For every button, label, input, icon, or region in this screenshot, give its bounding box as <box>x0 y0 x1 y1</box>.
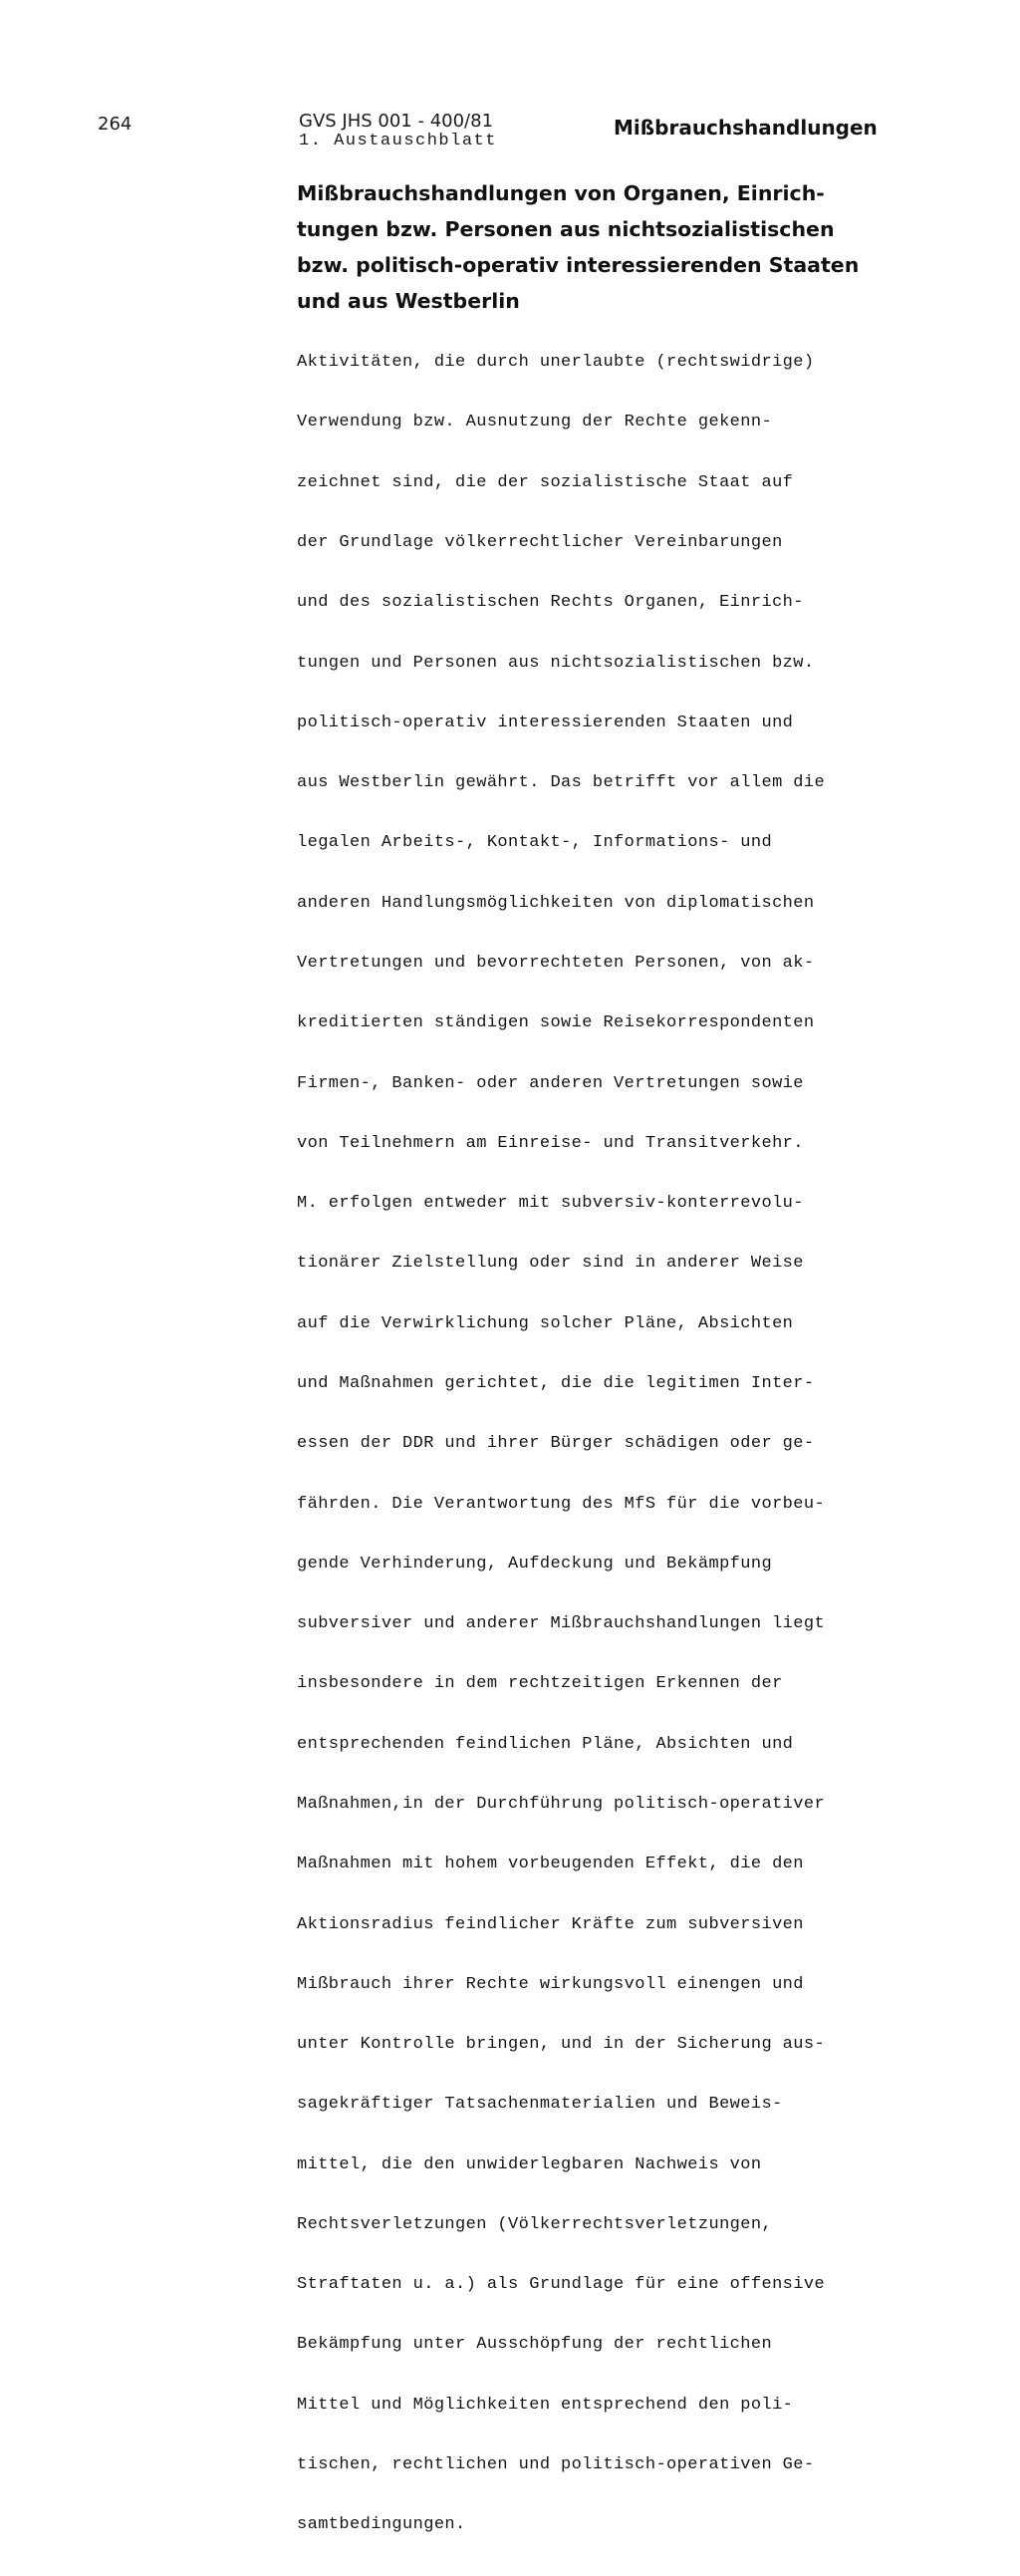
entry-body-line: tionärer Zielstellung oder sind in anderer Weise <box>297 1254 804 1274</box>
entry-body-line: Firmen-, Banken- oder anderen Vertretungen sowie <box>297 1073 804 1093</box>
entry-body-line: essen der DDR und ihrer Bürger schädigen oder ge- <box>297 1434 815 1454</box>
entry-headword-line: Mißbrauchshandlungen von Organen, Einrich- <box>297 181 825 205</box>
entry-body-line: tischen, rechtlichen und politisch-operativen Ge- <box>297 2455 815 2475</box>
entry-body-line: Mittel und Möglichkeiten entsprechend den poli- <box>297 2395 794 2415</box>
entry-body-line: subversiver und anderer Mißbrauchshandlungen liegt <box>297 1614 826 1634</box>
entry-headword-line: und aus Westberlin <box>297 289 520 313</box>
entry-body-line: mittel, die den unwiderlegbaren Nachweis von <box>297 2154 762 2174</box>
entry-body-line: auf die Verwirklichung solcher Pläne, Absichten <box>297 1313 794 1333</box>
entry-body-line: fährden. Die Verantwortung des MfS für die vorbeu- <box>297 1494 826 1514</box>
document-reference-number: GVS JHS 001 - 400/81 <box>299 111 494 132</box>
entry-body-line: anderen Handlungsmöglichkeiten von diplomatischen <box>297 893 815 913</box>
entry-body-line: Vertretungen und bevorrechteten Personen, von ak- <box>297 954 815 973</box>
page-number: 264 <box>98 114 132 135</box>
entry-body-line: insbesondere in dem rechtzeitigen Erkennen der <box>297 1674 783 1694</box>
entry-body <box>297 313 924 2576</box>
entry-body-line: Verwendung bzw. Ausnutzung der Rechte gekenn- <box>297 413 773 432</box>
entry-body-line: tungen und Personen aus nichtsozialistischen bzw. <box>297 653 815 673</box>
entry-headword <box>297 175 914 319</box>
document-reference <box>299 112 497 151</box>
document-reference-sheet: 1. Austauschblatt <box>299 132 497 150</box>
entry-body-line: der Grundlage völkerrechtlicher Vereinbarungen <box>297 533 783 553</box>
entry-body-line: legalen Arbeits-, Kontakt-, Informations- und <box>297 833 773 853</box>
entry-headword-line: tungen bzw. Personen aus nichtsozialistischen <box>297 217 835 241</box>
entry-body-line: Straftaten u. a.) als Grundlage für eine offensive <box>297 2275 826 2295</box>
entry-body-line: Mißbrauch ihrer Rechte wirkungsvoll einengen und <box>297 1974 804 1994</box>
entry-body-line: zeichnet sind, die der sozialistische Staat auf <box>297 472 794 492</box>
entry-body-line: kreditierten ständigen sowie Reisekorrespondenten <box>297 1013 815 1033</box>
entry-body-line: entsprechenden feindlichen Pläne, Absichten und <box>297 1734 794 1754</box>
entry-body-line: Aktionsradius feindlicher Kräfte zum subversiven <box>297 1914 804 1934</box>
entry-body-line: Maßnahmen,in der Durchführung politisch-operativer <box>297 1794 826 1814</box>
entry-body-line: Bekämpfung unter Ausschöpfung der rechtlichen <box>297 2335 773 2355</box>
running-head: Mißbrauchshandlungen <box>614 116 878 140</box>
entry-body-line: unter Kontrolle bringen, und in der Sicherung aus- <box>297 2035 826 2055</box>
entry-body-line: von Teilnehmern am Einreise- und Transitverkehr. <box>297 1133 804 1153</box>
entry-body-line: sagekräftiger Tatsachenmaterialien und Beweis- <box>297 2095 783 2115</box>
entry-body-line: Rechtsverletzungen (Völkerrechtsverletzungen, <box>297 2214 773 2234</box>
entry-body-line: und Maßnahmen gerichtet, die die legitimen Inter- <box>297 1373 815 1393</box>
entry-body-line: und des sozialistischen Rechts Organen, Einrich- <box>297 593 804 613</box>
entry-body-line: Aktivitäten, die durch unerlaubte (rechtswidrige) <box>297 353 815 373</box>
entry-body-line: aus Westberlin gewährt. Das betrifft vor allem die <box>297 773 826 793</box>
entry-headword-line: bzw. politisch-operativ interessierenden Staaten <box>297 253 860 277</box>
entry-body-line: samtbedingungen. <box>297 2515 466 2535</box>
entry-body-line: politisch-operativ interessierenden Staaten und <box>297 713 794 732</box>
entry-body-line: M. erfolgen entweder mit subversiv-konterrevolu- <box>297 1194 804 1214</box>
entry-body-line: Maßnahmen mit hohem vorbeugenden Effekt, die den <box>297 1855 804 1874</box>
entry-body-line: gende Verhinderung, Aufdeckung und Bekämpfung <box>297 1554 773 1574</box>
